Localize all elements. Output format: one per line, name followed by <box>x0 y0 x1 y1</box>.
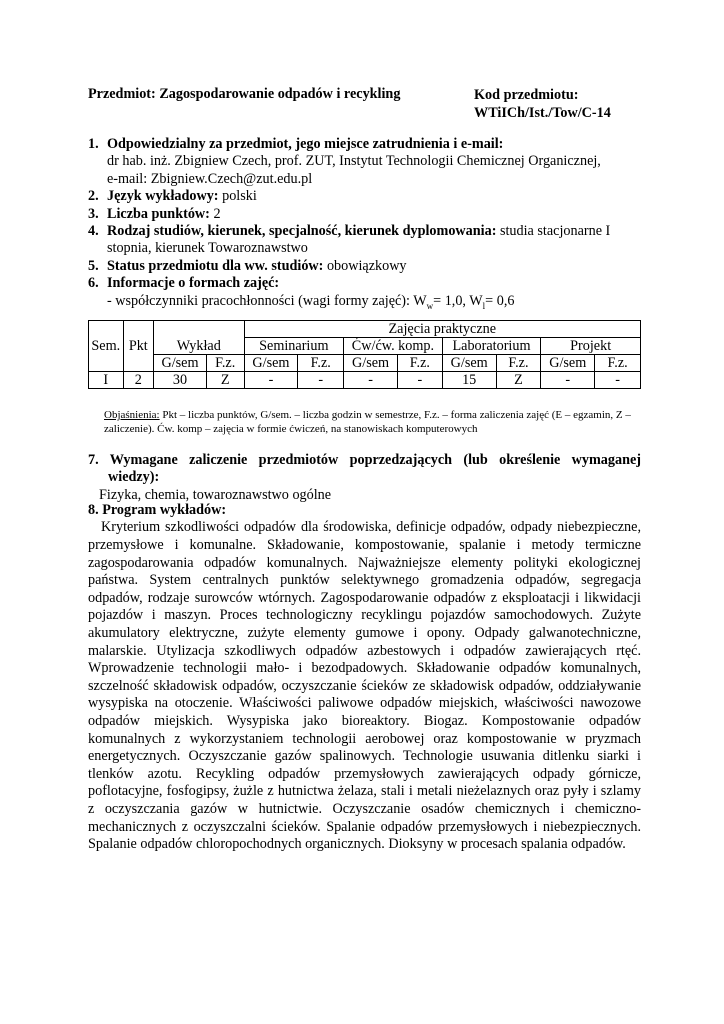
subheader-cell: F.z. <box>206 355 244 372</box>
section-8-text: Kryterium szkodliwości odpadów dla środowiska, definicje odpadów, odpady niebezpieczne, przemysłowe i komunalne. Składowanie, kompostowanie, spalanie i metody termiczne zagospodarowania odpadów komunalnych. Najważniejsze elementy polityki ekologicznej państwa. System centralnych punktów selektywnego gromadzenia odpadów, segregacja odpadów, rodzaje surowców wtórnych. Zagospodarowanie odpadów z eksploatacji i likwidacji pojazdów i maszyn. Proces technologiczny recyklingu pojazdów samochodowych. Zużyte akumulatory elektryczne, zużyte elementy gumowe i opony. Odpady galwanotechniczne, malarskie. Utylizacja szkodliwych odpadów azbestowych i odpadów zawierających rtęć. Wprowadzenie technologii mało- i bezodpadowych. Składowanie odpadów komunalnych, szczelność składowisk odpadów, oczyszczanie ścieków ze składowisk odpadów, oddziaływanie wysypiska na otoczenie. Właściwości paliwowe odpadów miejskich, właściwości nawozowe odpadów miejskich. Wysypiska jako bioreaktory. Biogaz. Kompostowanie odpadów komunalnych z wykorzystaniem technologii aerobowej oraz kompostowanie w pryzmach energetycznych. Oczyszczanie gazów spalinowych. Technologie usuwania ditlenku siarki i tlenków azotu. Recykling odpadów przemysłowych zawierających odpady górnicze, poflotacyjne, fosfogipsy, żużle z hutnictwa żelaza, stali i metali nieżelaznych oraz pyły i szlamy z oczyszczania gazów w hutnictwie. Oczyszczanie osadów chemicznych i chemiczno-mechanicznych z oczyszczalni ścieków. Spalanie odpadów przemysłowych i niebezpiecznych. Spalanie odpadów chloropochodnych organicznych. Dioksyny w procesach spalania odpadów. <box>88 519 641 853</box>
subheader-cell: G/sem <box>442 355 496 372</box>
info-list <box>88 136 648 310</box>
section-lecture-program <box>88 502 641 854</box>
l-subscript: l <box>482 300 486 311</box>
list-item-responsible <box>88 136 648 188</box>
weight-coefficients <box>107 293 648 310</box>
subheader-cell: F.z. <box>496 355 541 372</box>
section-7-value: Fizyka, chemia, towaroznawstwo ogólne <box>99 486 332 503</box>
section-prerequisites <box>88 452 641 504</box>
item-number: 4. <box>88 223 99 240</box>
table-cell: - <box>244 372 298 389</box>
table-row <box>89 372 641 389</box>
subject-name: Zagospodarowanie odpadów i recykling <box>159 86 401 102</box>
subheader-cell: F.z. <box>595 355 641 372</box>
course-code: WTiICh/Ist./Tow/C-14 <box>474 105 611 121</box>
course-code-label: Kod przedmiotu: <box>474 87 579 103</box>
table-cell: - <box>344 372 398 389</box>
header-lab: Laboratorium <box>442 338 541 355</box>
subheader-cell: G/sem <box>541 355 595 372</box>
header-sem: Sem. <box>89 321 124 372</box>
item-number: 5. <box>88 257 99 274</box>
subject-label: Przedmiot: <box>88 86 156 102</box>
subheader-cell: G/sem <box>154 355 207 372</box>
item-number: 1. <box>88 136 99 152</box>
item-label: Odpowiedzialny za przedmiot, jego miejsce zatrudnienia i e-mail: <box>107 136 504 152</box>
table-header-row <box>89 321 641 338</box>
table-cell: Z <box>496 372 541 389</box>
item-label: Rodzaj studiów, kierunek, specjalność, kierunek dyplomowania: <box>107 223 497 240</box>
section-7-title-continued: wiedzy): <box>108 469 160 486</box>
table-cell: 30 <box>154 372 207 389</box>
table-cell: Z <box>206 372 244 389</box>
table-cell: I <box>89 372 124 389</box>
table-cell: - <box>398 372 443 389</box>
item-number: 6. <box>88 275 99 292</box>
table-subheader-row <box>89 355 641 372</box>
item-value: studia stacjonarne I <box>499 223 611 240</box>
section-7-title: 7. Wymagane zaliczenie przedmiotów poprzedzających (lub określenie wymaganej <box>88 452 641 468</box>
subheader-cell: F.z. <box>298 355 344 372</box>
item-value: obowiązkowy <box>326 257 407 274</box>
item-value: polski <box>222 188 257 205</box>
table-cell: - <box>595 372 641 389</box>
footnote-label: Objaśnienia: <box>104 409 160 421</box>
w-value: = 1,0, W <box>433 292 483 309</box>
subheader-cell: G/sem <box>244 355 298 372</box>
item-number: 3. <box>88 205 99 222</box>
section-8-title: 8. Program wykładów: <box>88 502 227 518</box>
table-cell: - <box>298 372 344 389</box>
weights-text: - współczynniki pracochłonności (wagi formy zajęć): W <box>107 292 427 309</box>
list-item-status <box>88 258 648 275</box>
header-zajecia: Zajęcia praktyczne <box>244 321 640 338</box>
w-subscript: w <box>426 300 434 311</box>
list-item-language <box>88 188 648 205</box>
table-cell: 15 <box>442 372 496 389</box>
classes-table <box>88 320 641 389</box>
footnote-text: Pkt – liczba punktów, G/sem. – liczba godzin w semestrze, F.z. – forma zaliczenia zajęć (E – egzamin, Z – zaliczenie). Ćw. komp – zajęcia w formie ćwiczeń, na stanowiskach komputerowych <box>104 409 631 435</box>
header-wyklad: Wykład <box>154 321 244 355</box>
header-cw: Ćw/ćw. komp. <box>344 338 443 355</box>
table-cell: - <box>541 372 595 389</box>
header-seminarium: Seminarium <box>244 338 344 355</box>
list-item-points <box>88 206 648 223</box>
list-item-forms <box>88 275 648 310</box>
item-label: Liczba punktów: <box>107 205 210 222</box>
subheader-cell: F.z. <box>398 355 443 372</box>
item-value: 2 <box>213 205 221 222</box>
item-label: Język wykładowy: <box>107 188 219 205</box>
table-cell: 2 <box>123 372 153 389</box>
header-projekt: Projekt <box>541 338 641 355</box>
subject-heading <box>88 86 400 103</box>
subheader-cell: G/sem <box>344 355 398 372</box>
responsible-person: dr hab. inż. Zbigniew Czech, prof. ZUT, Instytut Technologii Chemicznej Organicznej, <box>107 153 601 170</box>
item-value-continued: stopnia, kierunek Towaroznawstwo <box>107 240 308 257</box>
list-item-study-type <box>88 223 648 258</box>
l-value: = 0,6 <box>485 292 515 309</box>
item-number: 2. <box>88 188 99 205</box>
table-footnote <box>104 408 644 436</box>
course-code-block <box>474 86 611 122</box>
item-label: Status przedmiotu dla ww. studiów: <box>107 257 324 274</box>
responsible-email: e-mail: Zbigniew.Czech@zut.edu.pl <box>107 170 313 187</box>
header-pkt: Pkt <box>123 321 153 372</box>
item-label: Informacje o formach zajęć: <box>107 275 280 292</box>
